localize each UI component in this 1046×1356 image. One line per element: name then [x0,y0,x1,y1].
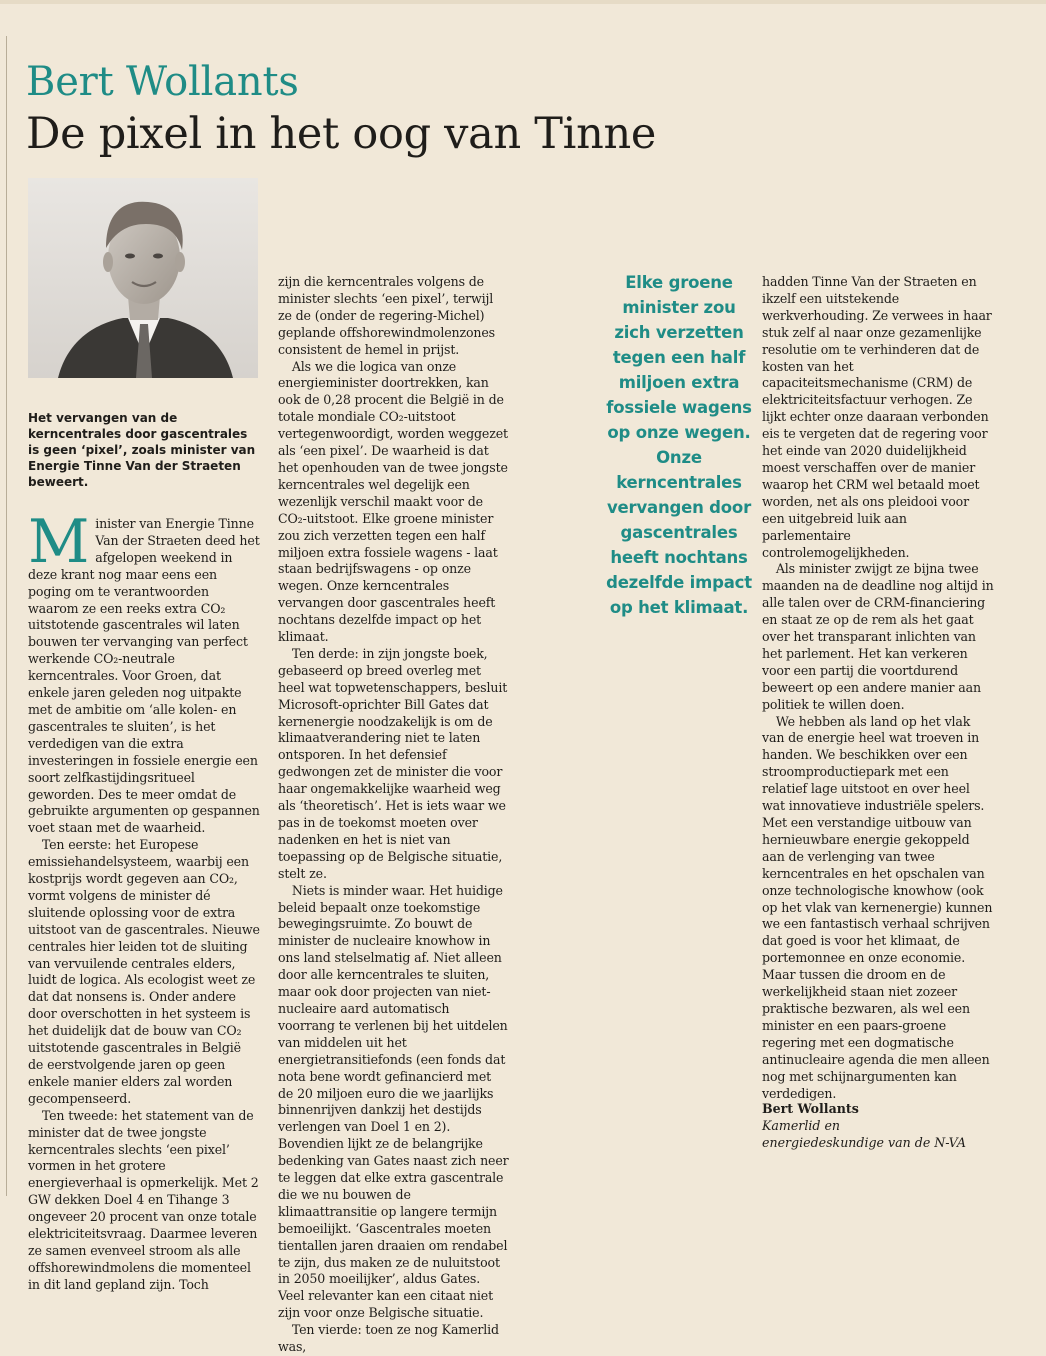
signature-role-line1: Kamerlid en [762,1118,841,1133]
article-paragraph: Als we die logica van onze energieminister doortrekken, kan ook de 0,28 procent die België in de totale mondiale CO₂-uitstoot vertegenwoordigt, worden weggezet als ‘een pixel’. De waarheid is dat het openhouden van de twee jongste kerncentrales wel degelijk een wezenlijk verschil maakt voor de CO₂-uitstoot. Elke groene minister zou zich verzetten tegen een half miljoen extra fossiele wagens - laat staan bedrijfswagens - op onze wegen. Onze kerncentrales vervangen door gascentrales heeft nochtans dezelfde impact op het klimaat. [278,358,508,645]
article-paragraph: Ten eerste: het Europese emissiehandelsysteem, waarbij een kostprijs wordt gegeven aan CO₂, vormt volgens de minister dé sluitende oplossing voor de extra uitstoot van de gascentrales. Nieuwe centrales hier leiden tot de sluiting van vervuilende centrales elders, luidt de logica. Als ecologist weet ze dat dat nonsens is. Onder andere door overschotten in het systeem is het duidelijk dat de bouw van CO₂ uitstotende gascentrales in België de eerstvolgende jaren op geen enkele manier elders zal worden gecompenseerd. [28,837,260,1106]
signature-role-line2: energiedeskundige van de N-VA [762,1135,966,1150]
author-signature [762,1100,1022,1151]
page-fold-line [6,36,7,1196]
article-paragraph [28,507,260,837]
intro-lead: Het vervangen van de kerncentrales door gascentrales is geen ‘pixel’, zoals minister van Energie Tinne Van der Straeten beweert. [28,411,256,489]
author-header: Bert Wollants [26,59,299,105]
article-paragraph: Niets is minder waar. Het huidige beleid bepaalt onze toekomstige bewegingsruimte. Zo bouwt de minister de nucleaire knowhow in ons land stelselmatig af. Niet alleen door alle kerncentrales te sluiten, maar ook door projecten van niet-nucleaire aard automatisch voorrang te verlenen bij het uitdelen van middelen uit het energietransitiefonds (een fonds dat nota bene wordt gefinancierd met de 20 miljoen euro die we jaarlijks binnenrijven dankzij het destijds verlengen van Doel 1 en 2). Bovendien lijkt ze de belangrijke bedenking van Gates naast zich neer te leggen dat elke extra gascentrale die we nu bouwen de klimaattransitie op langere termijn bemoeilijkt. ‘Gascentrales moeten tientallen jaren draaien om rendabel te zijn, dus maken ze de nuluitstoot in 2050 moeilijker’, aldus Gates. Veel relevanter kan een citaat niet zijn voor onze Belgische situatie. [278,882,509,1321]
article-column-1 [28,507,260,1294]
pull-quote: Elke groene minister zou zich verzetten tegen een half miljoen extra fossiele wagens op onze wegen. Onze kerncentrales vervangen door gascentrales heeft nochtans dezelfde impact op het klimaat. [606,273,752,617]
article-column-4 [762,274,994,1102]
paragraph-text: inister van Energie Tinne Van der Straeten deed het afgelopen weekend in deze krant nog maar eens een poging om te verantwoorden waarom ze een reeks extra CO₂ uitstotende gascentrales wil laten bouwen ter vervanging van perfect werkende CO₂-neutrale kerncentrales. Voor Groen, dat enkele jaren geleden nog uitpakte met de ambitie om ‘alle kolen- en gascentrales te sluiten’, is het verdedigen van die extra investeringen in fossiele energie een soort zelfkastijdingsritueel geworden. Des te meer omdat de gebruikte argumenten op gespannen voet staan met de waarheid. [28,516,260,836]
article-column-2 [278,274,510,1356]
signature-name: Bert Wollants [762,1101,859,1116]
article-paragraph: hadden Tinne Van der Straeten en ikzelf een uitstekende werkverhouding. Ze verwees in haar stuk zelf al naar onze gezamenlijke resolutie om te verhinderen dat de kosten van het capaciteitsmechanisme (CRM) de elektriciteitsfactuur verhogen. Ze lijkt echter onze daaraan verbonden eis te vergeten dat de regering voor het einde van 2020 duidelijkheid moest verschaffen over de manier waarop het CRM wel betaald moet worden, net als ons pleidooi voor een uitgebreid luik aan parlementaire controlemogelijkheden. [762,274,992,560]
article-paragraph: Als minister zwijgt ze bijna twee maanden na de deadline nog altijd in alle talen over de CRM-financiering en staat ze op de rem als het gaat over het transparant inlichten van het parlement. Het kan verkeren voor een partij die voortdurend beweert op een andere manier aan politiek te willen doen. [762,561,994,712]
article-paragraph: Ten tweede: het statement van de minister dat de twee jongste kerncentrales slechts ‘een pixel’ vormen in het grotere energieverhaal is opmerkelijk. Met 2 GW dekken Doel 4 en Tihange 3 ongeveer 20 procent van onze totale elektriciteitsvraag. Daarmee leveren ze samen evenveel stroom als alle offshorewindmolens die momenteel in dit land gepland zijn. Toch [28,1107,259,1292]
article-paragraph: Ten derde: in zijn jongste boek, gebaseerd op breed overleg met heel wat topwetenschappers, besluit Microsoft-oprichter Bill Gates dat kernenergie noodzakelijk is om de klimaatverandering niet te laten ontsporen. In het defensief gedwongen zet de minister die voor haar ongemakkelijke waarheid weg als ‘theoretisch’. Het is iets waar we pas in de toekomst moeten over nadenken en het is niet van toepassing op de Belgische situatie, stelt ze. [278,645,508,881]
page-top-edge [0,0,1046,4]
article-paragraph: We hebben als land op het vlak van de energie heel wat troeven in handen. We beschikken over een stroomproductiepark met een relatief lage uitstoot en over heel wat innovatieve industriële spelers. Met een verstandige uitbouw van hernieuwbare energie gekoppeld aan de verlenging van twee kerncentrales en het opschalen van onze technologische knowhow (ook op het vlak van kernenergie) kunnen we een fantastisch verhaal schrijven dat goed is voor het klimaat, de portemonnee en onze economie. Maar tussen die droom en de werkelijkheid staan niet zozeer praktische bezwaren, als wel een minister en een paars-groene regering met een dogmatische antinucleaire agenda die men alleen nog met schijnargumenten kan verdedigen. [762,713,993,1101]
article-paragraph: zijn die kerncentrales volgens de minister slechts ‘een pixel’, terwijl ze de (onder de regering-Michel) geplande offshorewindmolenzones consistent de hemel in prijst. [278,274,495,357]
author-portrait-photo [28,178,258,378]
headline: De pixel in het oog van Tinne [26,109,657,159]
drop-cap: M [28,507,90,577]
article-paragraph: Ten vierde: toen ze nog Kamerlid was, [278,1322,499,1355]
